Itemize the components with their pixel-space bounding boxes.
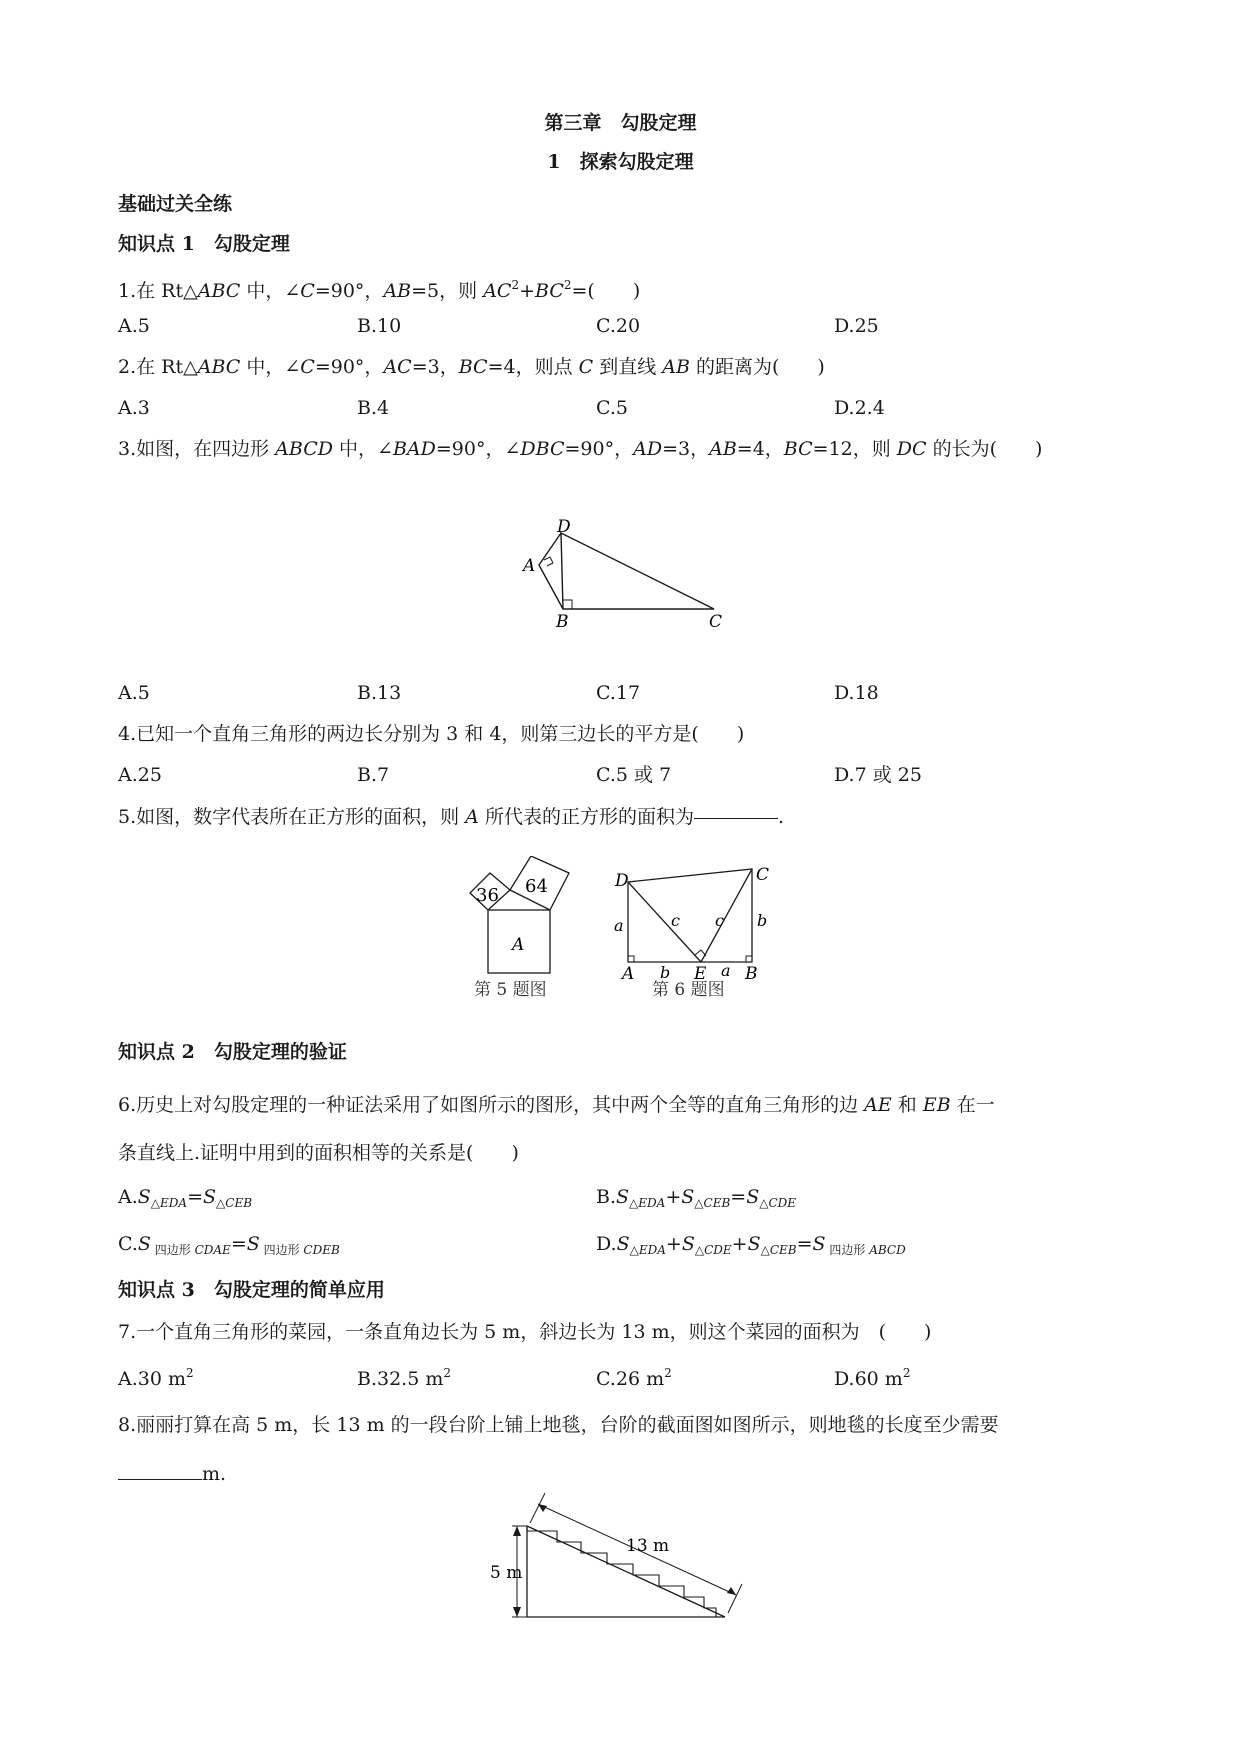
section-title: 1 探索勾股定理	[547, 151, 694, 173]
q2-option-d: D.2.4	[834, 397, 885, 419]
q6-label-e: E	[694, 964, 707, 984]
question-3: 3.如图，在四边形 ABCD 中，∠BAD=90°，∠DBC=90°，AD=3，AB=4，BC=12，则 DC 的长为( )	[118, 438, 1043, 460]
q3-label-d: D	[557, 517, 571, 537]
question-1: 1.在 Rt△ABC 中，∠C=90°，AB=5，则 $AC^2+BC^2=$( )	[118, 278, 641, 302]
q4-option-d: D.7 或 25	[834, 764, 922, 786]
q7-option-a: A.30 $m^2$	[118, 1366, 194, 1390]
q6-label-b: B	[745, 964, 758, 984]
figure-q3-quadrilateral	[506, 516, 736, 630]
q3-option-a: A.5	[118, 682, 150, 704]
q6-side-b-right: b	[757, 911, 768, 930]
q8-answer-blank[interactable]	[118, 1461, 202, 1480]
knowledge-point-3-title: 知识点 3 勾股定理的简单应用	[118, 1279, 385, 1301]
q7-option-c: C.26 $m^2$	[596, 1366, 672, 1390]
figure-6-caption: 第 6 题图	[652, 980, 725, 1000]
q3-label-a: A	[523, 556, 536, 576]
figure-q8-staircase	[490, 1480, 750, 1632]
knowledge-point-2-title: 知识点 2 勾股定理的验证	[118, 1041, 347, 1063]
q3-label-b: B	[556, 612, 569, 630]
q1-option-b: B.10	[357, 315, 402, 337]
q5-label-right: 64	[525, 876, 548, 897]
figure-q6-trapezoid	[609, 866, 779, 986]
question-6-line-1: 6.历史上对勾股定理的一种证法采用了如图所示的图形，其中两个全等的直角三角形的边 AE 和 EB 在一	[118, 1094, 995, 1116]
q6-side-a-bottom: a	[721, 961, 731, 980]
question-6-line-2: 条直线上.证明中用到的面积相等的关系是( )	[118, 1142, 519, 1164]
q6-side-c-left: c	[671, 911, 680, 930]
q3-option-c: C.17	[596, 682, 641, 704]
q5-label-left: 36	[476, 885, 499, 906]
q6-option-d: $D.S_{\triangle EDA}+S_{\triangle CDE}+S_{\triangle CEB}=S$ $_{四边形 ABCD}$	[596, 1233, 906, 1257]
q6-option-a: $A.S_{\triangle EDA}=S_{\triangle CEB}$	[118, 1186, 253, 1210]
q6-option-c: C.S $_{四边形 CDAE}$=S $_{四边形 CDEB}$	[118, 1233, 340, 1257]
question-8-line-2: m.	[118, 1461, 226, 1486]
q5-label-a: A	[512, 935, 525, 955]
q2-option-a: A.3	[118, 397, 150, 419]
q1-option-d: D.25	[834, 315, 879, 337]
q2-option-c: C.5	[596, 397, 628, 419]
q3-option-d: D.18	[834, 682, 879, 704]
q8-length-label: 13 m	[626, 1536, 670, 1556]
q6-side-b-bottom: b	[660, 963, 671, 982]
q1-option-a: A.5	[118, 315, 150, 337]
q4-option-c: C.5 或 7	[596, 764, 672, 786]
q7-option-d: D.60 $m^2$	[834, 1366, 911, 1390]
q6-label-c: C	[756, 866, 770, 885]
figure-5-caption: 第 5 题图	[474, 980, 547, 1000]
chapter-title: 第三章 勾股定理	[544, 112, 697, 134]
q6-side-c-right: c	[715, 911, 724, 930]
question-7: 7.一个直角三角形的菜园，一条直角边长为 5 m，斜边长为 13 m，则这个菜园的面积为 ( )	[118, 1321, 932, 1343]
question-2: 2.在 Rt△ABC 中，∠C=90°，AC=3，BC=4，则点 C 到直线 AB 的距离为( )	[118, 356, 825, 378]
q6-option-b: $B.S_{\triangle EDA}+S_{\triangle CEB}=S_{\triangle CDE}$	[596, 1186, 797, 1210]
q3-label-c: C	[709, 612, 723, 630]
q7-option-b: B.32.5 $m^2$	[357, 1366, 452, 1390]
q6-label-a: A	[622, 964, 635, 984]
q2-option-b: B.4	[357, 397, 390, 419]
practice-heading: 基础过关全练	[118, 193, 233, 215]
knowledge-point-1-title: 知识点 1 勾股定理	[118, 233, 290, 255]
q3-option-b: B.13	[357, 682, 402, 704]
question-4: 4.已知一个直角三角形的两边长分别为 3 和 4，则第三边长的平方是( )	[118, 723, 745, 745]
q6-label-d: D	[615, 871, 629, 891]
question-5: 5.如图，数字代表所在正方形的面积，则 A 所代表的正方形的面积为 .	[118, 804, 784, 829]
q4-option-b: B.7	[357, 764, 390, 786]
q6-side-a-left: a	[614, 916, 624, 935]
q8-height-label: 5 m	[490, 1563, 523, 1583]
q4-option-a: A.25	[118, 764, 162, 786]
q1-option-c: C.20	[596, 315, 641, 337]
question-8-line-1: 8.丽丽打算在高 5 m，长 13 m 的一段台阶上铺上地毯，台阶的截面图如图所示，则地毯的长度至少需要	[118, 1414, 999, 1436]
q5-answer-blank[interactable]	[694, 800, 778, 819]
